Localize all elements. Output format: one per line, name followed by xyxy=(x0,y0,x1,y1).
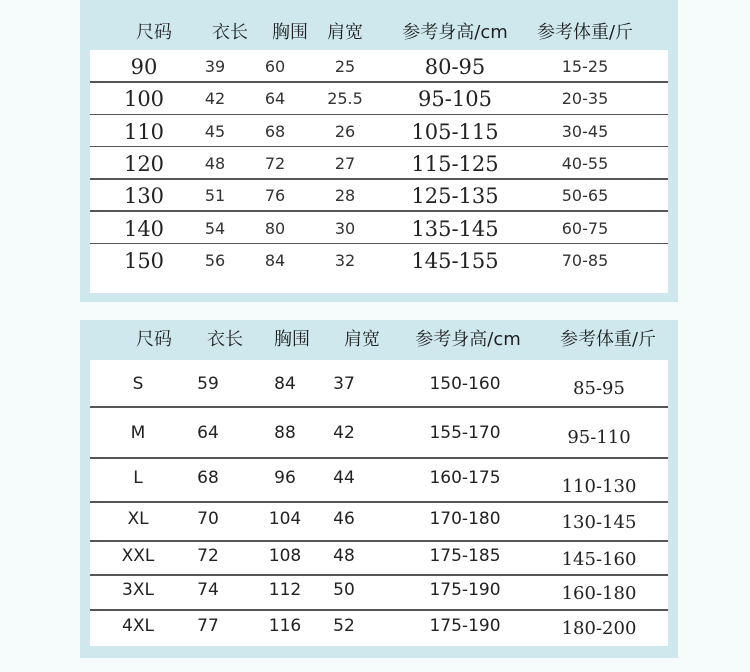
kids-cell-length: 56 xyxy=(204,250,226,270)
kids-size-table xyxy=(80,0,678,302)
adult-cell-height: 155-170 xyxy=(429,423,501,443)
kids-table-header xyxy=(80,0,678,50)
kids-cell-weight: 15-25 xyxy=(561,57,609,76)
adult-cell-length: 74 xyxy=(197,580,219,600)
adult-cell-chest: 96 xyxy=(274,468,296,488)
adult-cell-weight: 95-110 xyxy=(567,427,631,448)
kids-cell-shoulder: 25 xyxy=(334,57,356,76)
kids-cell-chest: 68 xyxy=(264,121,286,141)
table-row xyxy=(80,179,678,211)
adult-cell-size: L xyxy=(133,468,143,488)
adult-cell-length: 68 xyxy=(197,468,219,488)
kids-cell-shoulder: 30 xyxy=(334,218,356,238)
table-row xyxy=(80,115,678,147)
adult-cell-size: XXL xyxy=(121,546,155,566)
kids-cell-shoulder: 26 xyxy=(334,121,356,141)
table-row xyxy=(80,502,678,541)
adult-header-size: 尺码 xyxy=(136,329,172,350)
kids-cell-height: 115-125 xyxy=(411,151,499,176)
adult-cell-chest: 112 xyxy=(268,580,302,600)
adult-cell-chest: 88 xyxy=(274,423,296,443)
kids-cell-height: 135-145 xyxy=(411,216,499,241)
adult-cell-shoulder: 48 xyxy=(333,546,355,566)
adult-header-shoulder: 肩宽 xyxy=(344,329,380,350)
adult-cell-size: M xyxy=(130,423,146,443)
adult-cell-chest: 104 xyxy=(268,509,302,529)
adult-cell-height: 175-190 xyxy=(429,580,501,600)
kids-cell-length: 51 xyxy=(204,186,226,206)
table-row xyxy=(80,244,678,276)
adult-cell-height: 160-175 xyxy=(429,468,501,488)
adult-cell-weight: 85-95 xyxy=(573,378,625,399)
adult-table-header xyxy=(80,320,678,360)
kids-cell-size: 140 xyxy=(123,216,165,241)
kids-cell-chest: 84 xyxy=(264,250,286,270)
kids-cell-length: 48 xyxy=(204,153,226,173)
kids-cell-length: 54 xyxy=(204,218,226,238)
kids-cell-height: 95-105 xyxy=(418,87,492,112)
adult-cell-height: 175-185 xyxy=(429,546,501,566)
table-row xyxy=(80,360,678,407)
kids-cell-shoulder: 25.5 xyxy=(327,89,363,109)
adult-cell-chest: 108 xyxy=(268,546,302,566)
kids-cell-height: 105-115 xyxy=(411,119,499,144)
table-row xyxy=(80,82,678,114)
adult-cell-chest: 116 xyxy=(268,616,302,636)
table-row xyxy=(80,575,678,610)
kids-cell-size: 150 xyxy=(123,248,165,273)
kids-cell-weight: 20-35 xyxy=(561,89,609,109)
kids-header-height: 参考身高/cm xyxy=(402,22,508,43)
table-row xyxy=(80,212,678,244)
kids-header-chest: 胸围 xyxy=(272,22,308,43)
adult-cell-shoulder: 50 xyxy=(333,580,355,600)
kids-cell-shoulder: 32 xyxy=(334,250,356,270)
kids-cell-shoulder: 27 xyxy=(334,153,356,173)
table-row xyxy=(80,147,678,179)
kids-header-length: 衣长 xyxy=(212,22,248,43)
adult-size-table xyxy=(80,320,678,658)
kids-cell-size: 130 xyxy=(123,184,165,209)
kids-cell-chest: 72 xyxy=(264,153,286,173)
adult-cell-size: S xyxy=(132,374,144,394)
adult-cell-weight: 110-130 xyxy=(561,476,637,497)
kids-cell-weight: 70-85 xyxy=(561,250,609,270)
kids-cell-weight: 50-65 xyxy=(561,186,609,206)
kids-cell-length: 42 xyxy=(204,89,226,109)
kids-cell-height: 125-135 xyxy=(411,184,499,209)
kids-cell-weight: 30-45 xyxy=(561,121,609,141)
adult-cell-size: XL xyxy=(127,509,149,529)
kids-header-weight: 参考体重/斤 xyxy=(536,22,634,43)
table-row xyxy=(80,458,678,502)
adult-cell-size: 4XL xyxy=(122,616,154,636)
adult-cell-height: 170-180 xyxy=(429,509,501,529)
kids-cell-height: 80-95 xyxy=(424,55,486,79)
kids-cell-size: 100 xyxy=(123,87,165,112)
kids-cell-length: 39 xyxy=(204,57,226,76)
kids-cell-chest: 60 xyxy=(264,57,286,76)
adult-cell-shoulder: 52 xyxy=(333,616,355,636)
adult-cell-length: 72 xyxy=(197,546,219,566)
adult-header-height: 参考身高/cm xyxy=(415,329,521,350)
kids-cell-shoulder: 28 xyxy=(334,186,356,206)
kids-cell-weight: 40-55 xyxy=(561,153,609,173)
kids-cell-height: 145-155 xyxy=(411,248,499,273)
kids-cell-size: 110 xyxy=(123,119,165,144)
kids-cell-chest: 80 xyxy=(264,218,286,238)
adult-cell-shoulder: 37 xyxy=(333,374,355,394)
adult-cell-length: 70 xyxy=(197,509,219,529)
adult-cell-shoulder: 44 xyxy=(333,468,355,488)
table-row xyxy=(80,407,678,458)
adult-cell-weight: 160-180 xyxy=(561,583,637,604)
adult-header-weight: 参考体重/斤 xyxy=(559,329,657,350)
kids-cell-length: 45 xyxy=(204,121,226,141)
table-row xyxy=(80,50,678,82)
kids-header-shoulder: 肩宽 xyxy=(327,22,363,43)
adult-cell-chest: 84 xyxy=(274,374,296,394)
adult-cell-length: 59 xyxy=(197,374,219,394)
adult-cell-weight: 130-145 xyxy=(561,512,637,533)
adult-cell-shoulder: 42 xyxy=(333,423,355,443)
adult-cell-size: 3XL xyxy=(122,580,154,600)
adult-cell-shoulder: 46 xyxy=(333,509,355,529)
adult-header-chest: 胸围 xyxy=(274,329,310,350)
adult-cell-height: 150-160 xyxy=(429,374,501,394)
kids-cell-size: 90 xyxy=(130,55,158,79)
adult-cell-weight: 145-160 xyxy=(561,549,637,570)
kids-cell-weight: 60-75 xyxy=(561,218,609,238)
adult-cell-length: 64 xyxy=(197,423,219,443)
adult-cell-length: 77 xyxy=(197,616,219,636)
adult-header-length: 衣长 xyxy=(207,329,243,350)
kids-header-size: 尺码 xyxy=(136,22,172,43)
kids-cell-size: 120 xyxy=(123,151,165,176)
kids-cell-chest: 64 xyxy=(264,89,286,109)
adult-cell-height: 175-190 xyxy=(429,616,501,636)
adult-cell-weight: 180-200 xyxy=(561,618,637,639)
table-row xyxy=(80,610,678,646)
table-row xyxy=(80,541,678,575)
kids-cell-chest: 76 xyxy=(264,186,286,206)
